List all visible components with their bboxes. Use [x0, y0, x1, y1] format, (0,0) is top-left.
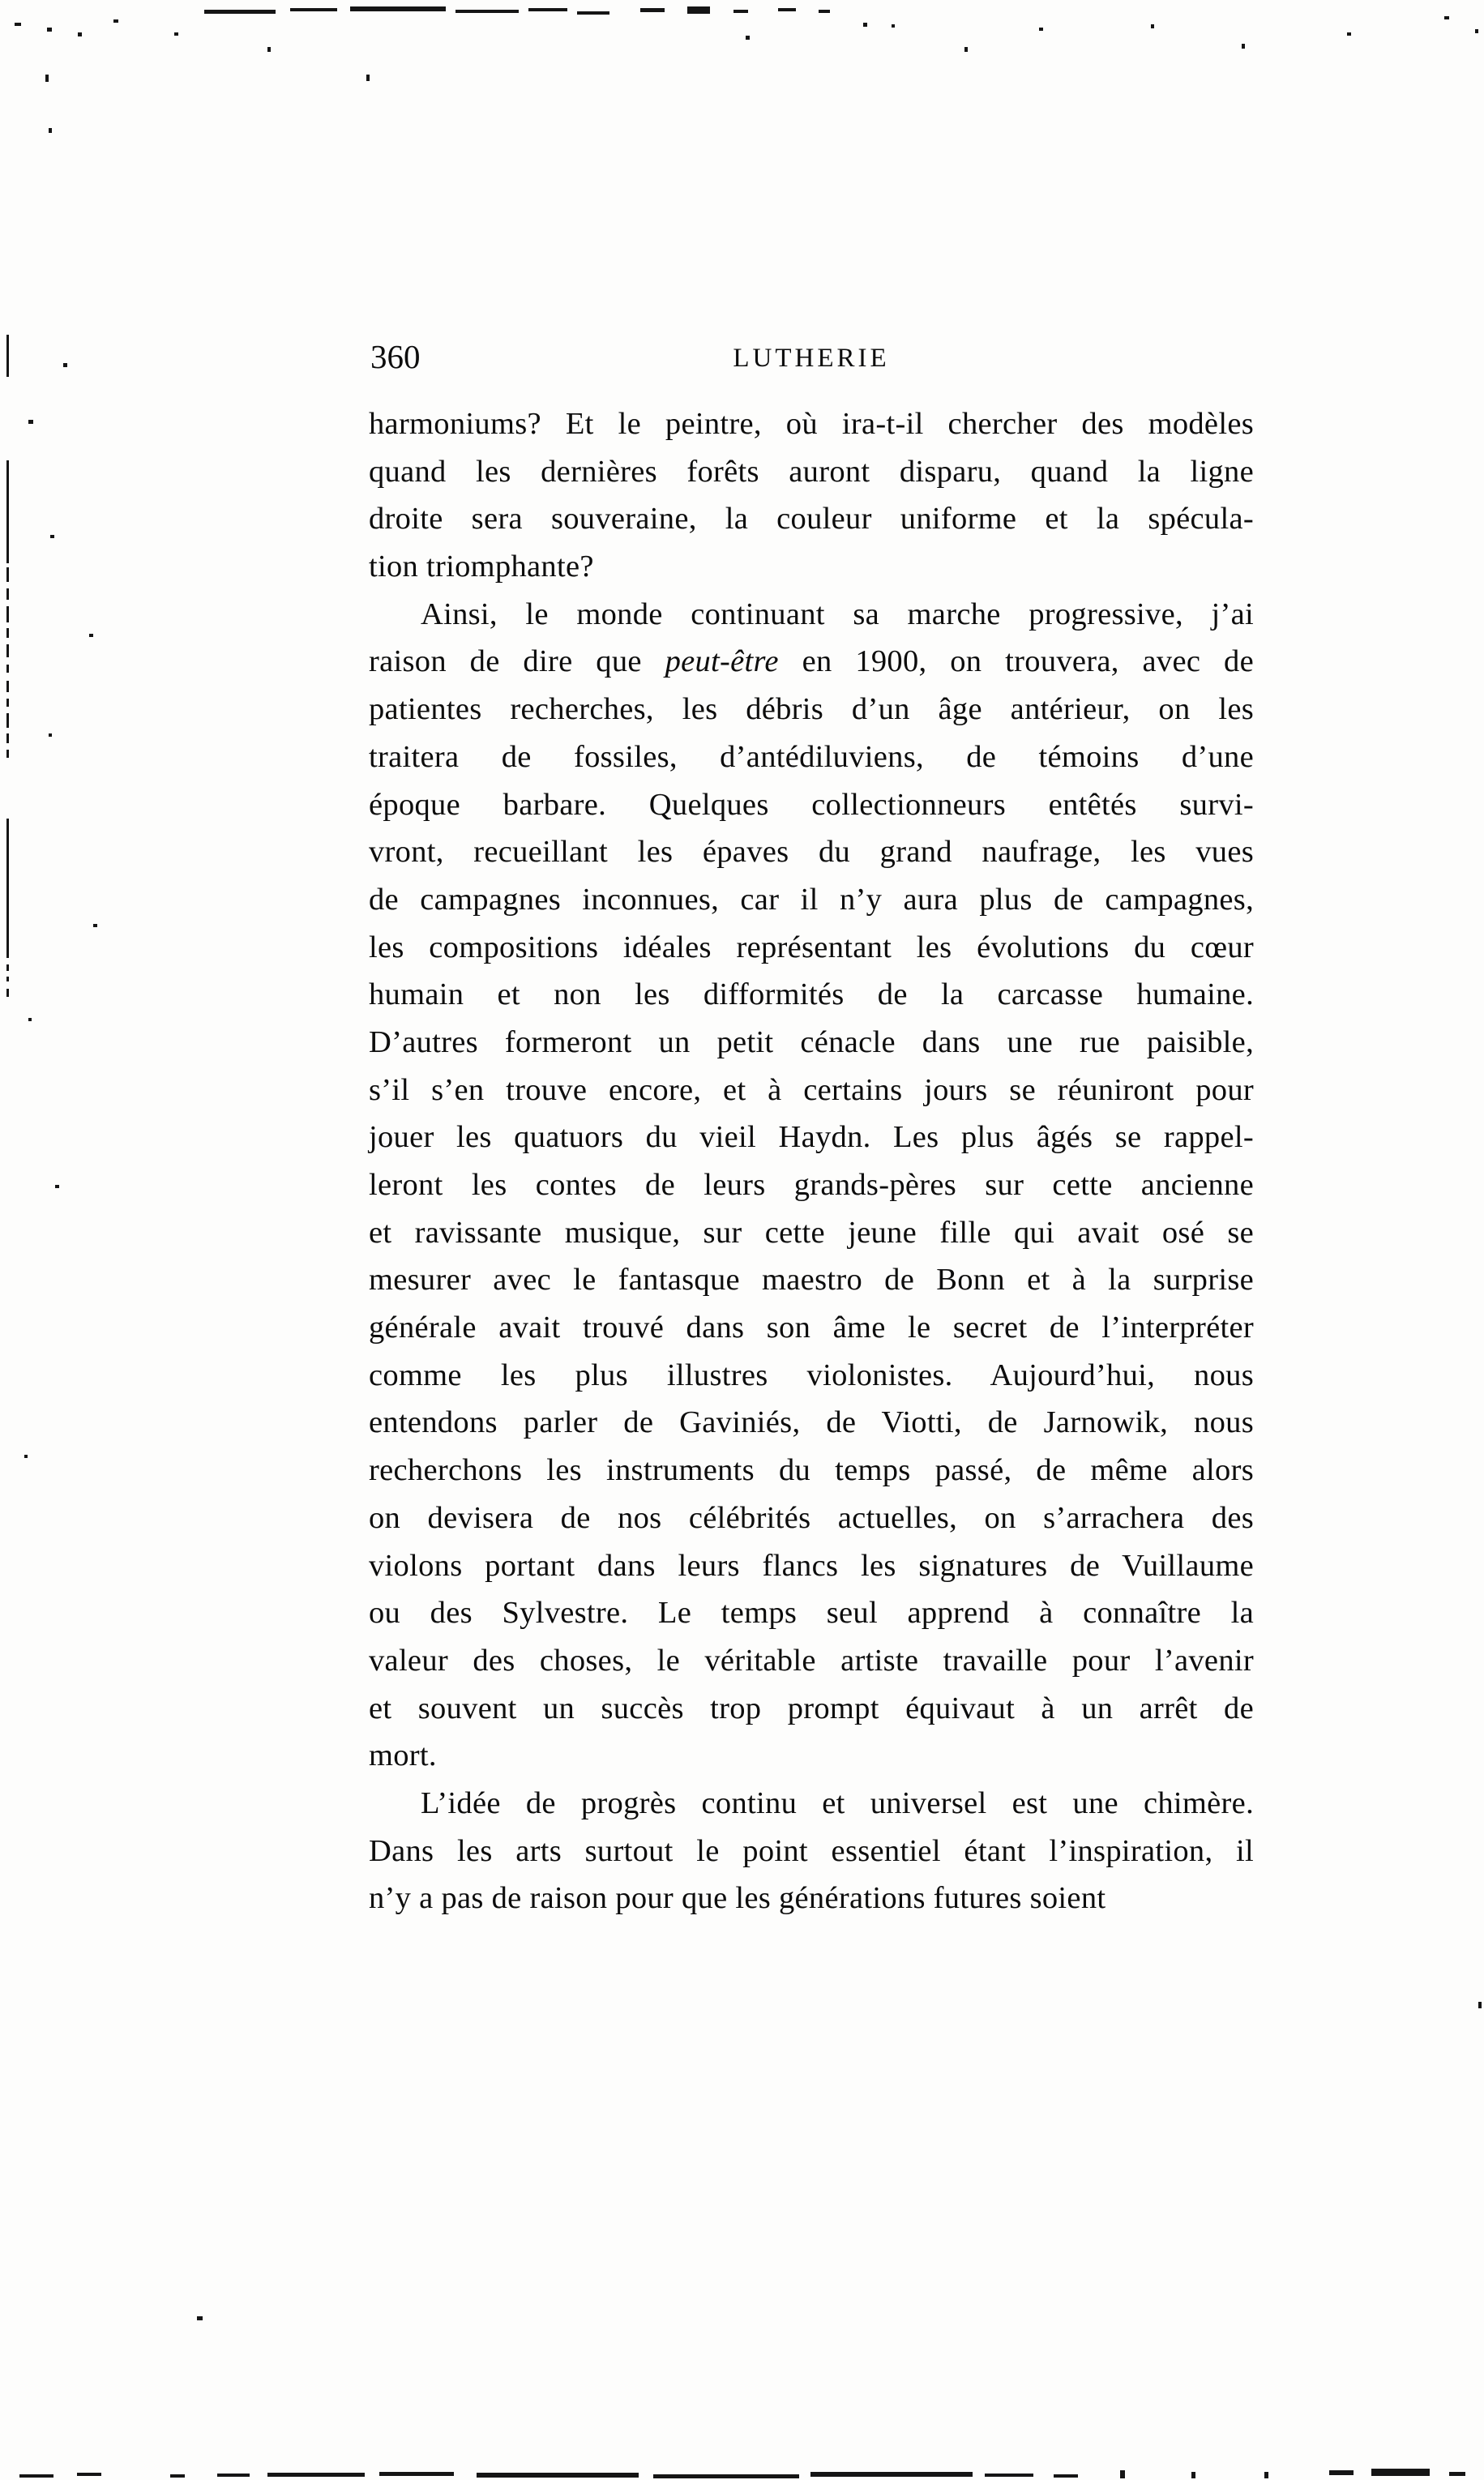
text-line: vront, recueillant les épaves du grand naufrage, les vues [369, 835, 1254, 870]
scan-noise [47, 28, 52, 32]
scan-noise [6, 588, 9, 600]
scan-noise [6, 713, 9, 728]
text-line: époque barbare. Quelques collectionneurs entêtés survi- [369, 787, 1254, 822]
scan-noise [93, 924, 97, 927]
scan-noise [1242, 44, 1245, 49]
scan-noise [267, 2473, 365, 2477]
scan-noise [653, 2474, 799, 2478]
scan-noise [379, 2472, 454, 2476]
text-line: les compositions idéales représentant les évolutions du cœur [369, 930, 1254, 964]
scan-noise [290, 8, 337, 11]
text-line: générale avait trouvé dans son âme le secret de l’interpréter [369, 1311, 1254, 1345]
text-line: humain et non les difformités de la carcasse humaine. [369, 977, 1254, 1012]
text-line: entendons parler de Gaviniés, de Viotti, de Jarnowik, nous [369, 1405, 1254, 1440]
scan-noise [1371, 2469, 1430, 2476]
text-line: et souvent un succès trop prompt équivaut à un arrêt de [369, 1691, 1254, 1725]
scan-noise [778, 8, 796, 11]
text-line: quand les dernières forêts auront disparu, quand la ligne [369, 454, 1254, 489]
running-header-title: LUTHERIE [733, 344, 890, 373]
page-header-row [369, 338, 1254, 375]
scan-noise [892, 24, 895, 28]
scan-noise [863, 23, 867, 27]
scan-noise [1039, 28, 1043, 31]
scan-noise [6, 644, 9, 657]
text-line: leront les contes de leurs grands-pères sur cette ancienne [369, 1168, 1254, 1202]
scan-noise [366, 75, 370, 81]
text-line: de campagnes inconnues, car il n’y aura plus de campagnes, [369, 882, 1254, 917]
page-number: 360 [370, 338, 421, 375]
scan-noise [89, 634, 93, 637]
scan-noise [477, 2473, 639, 2478]
scan-noise [267, 47, 271, 52]
text-line: raison de dire que peut-être en 1900, on trouvera, avec de [369, 644, 1254, 679]
text-line: D’autres formeront un petit cénacle dans une rue paisible, [369, 1024, 1254, 1059]
scan-noise [733, 10, 748, 13]
scan-noise [1054, 2474, 1078, 2478]
scan-noise [1478, 2002, 1482, 2008]
text-line: Dans les arts surtout le point essentiel étant l’inspiration, il [369, 1833, 1254, 1868]
scan-noise [6, 750, 9, 758]
text-line: comme les plus illustres violonistes. Aujourd’hui, nous [369, 1358, 1254, 1392]
scan-noise [28, 1018, 32, 1021]
text-line: traitera de fossiles, d’antédiluviens, de témoins d’une [369, 739, 1254, 774]
scan-noise [1191, 2472, 1195, 2478]
text-line: recherchons les instruments du temps passé, de même alors [369, 1453, 1254, 1488]
scan-noise [174, 32, 178, 36]
scan-noise [1475, 29, 1478, 33]
text-line: violons portant dans leurs flancs les signatures de Vuillaume [369, 1548, 1254, 1583]
scan-noise [577, 11, 609, 15]
scan-noise [77, 2473, 101, 2476]
scan-noise [6, 628, 9, 638]
scan-noise [49, 733, 52, 737]
text-line: n’y a pas de raison pour que les générations futures soient [369, 1881, 1106, 1916]
scan-noise [197, 2316, 203, 2320]
scan-noise [50, 535, 54, 538]
scan-noise [6, 819, 9, 958]
text-line: droite sera souveraine, la couleur uniforme et la spécula- [369, 502, 1254, 537]
scan-noise [6, 699, 9, 707]
text-line: patientes recherches, les débris d’un âge antérieur, on les [369, 692, 1254, 727]
text-line: jouer les quatuors du vieil Haydn. Les plus âgés se rappel- [369, 1120, 1254, 1155]
scan-noise [63, 363, 67, 367]
scan-noise [1264, 2472, 1268, 2478]
scan-noise [6, 460, 9, 563]
scan-noise [6, 681, 9, 692]
scan-noise [45, 75, 49, 82]
scan-noise [6, 964, 9, 971]
scan-noise [19, 2474, 53, 2478]
scan-noise [6, 567, 9, 582]
scan-noise [1347, 32, 1351, 36]
text-line: valeur des choses, le véritable artiste travaille pour l’avenir [369, 1643, 1254, 1678]
scan-noise [204, 10, 276, 14]
scan-noise [455, 10, 519, 13]
scan-noise [1449, 2472, 1465, 2476]
scan-noise [6, 989, 9, 997]
body-text-block [369, 400, 1254, 1922]
scan-noise [1120, 2470, 1125, 2478]
italic-phrase: peut-être [665, 644, 779, 679]
text-line: ou des Sylvestre. Le temps seul apprend à connaître la [369, 1596, 1254, 1631]
scan-noise [985, 2474, 1033, 2477]
scan-noise [24, 1455, 28, 1458]
scan-noise [819, 10, 830, 13]
scan-noise [49, 128, 52, 133]
scan-noise [964, 47, 968, 52]
scan-noise [528, 8, 567, 11]
scan-noise [55, 1185, 59, 1188]
text-line: tion triomphante? [369, 549, 594, 584]
scan-noise [1329, 2470, 1354, 2475]
scan-noise [6, 606, 9, 622]
scan-noise [1444, 16, 1449, 19]
scan-noise [350, 6, 446, 11]
text-line: L’idée de progrès continu et universel est une chimère. [421, 1785, 1254, 1820]
scan-noise [687, 6, 710, 14]
scan-noise [6, 977, 9, 981]
scan-noise [6, 335, 9, 377]
scan-noise [746, 36, 750, 40]
text-line: on devisera de nos célébrités actuelles, on s’arrachera des [369, 1500, 1254, 1535]
scan-noise [1151, 24, 1154, 28]
text-line: et ravissante musique, sur cette jeune fille qui avait osé se [369, 1215, 1254, 1250]
scan-noise [15, 23, 21, 26]
scan-noise [217, 2474, 250, 2477]
text-line: Ainsi, le monde continuant sa marche progressive, j’ai [421, 596, 1254, 631]
text-line: mort. [369, 1738, 437, 1773]
scan-noise [6, 733, 9, 743]
scan-noise [170, 2474, 185, 2478]
text-line: harmoniums? Et le peintre, où ira-t-il chercher des modèles [369, 407, 1254, 441]
scan-noise [78, 32, 82, 36]
scan-noise [640, 8, 665, 12]
text-line: s’il s’en trouve encore, et à certains jours se réuniront pour [369, 1072, 1254, 1107]
scan-noise [810, 2472, 973, 2477]
text-line: mesurer avec le fantasque maestro de Bonn et à la surprise [369, 1263, 1254, 1298]
scan-noise [113, 19, 118, 23]
scan-noise [6, 665, 9, 673]
scan-noise [28, 420, 33, 424]
